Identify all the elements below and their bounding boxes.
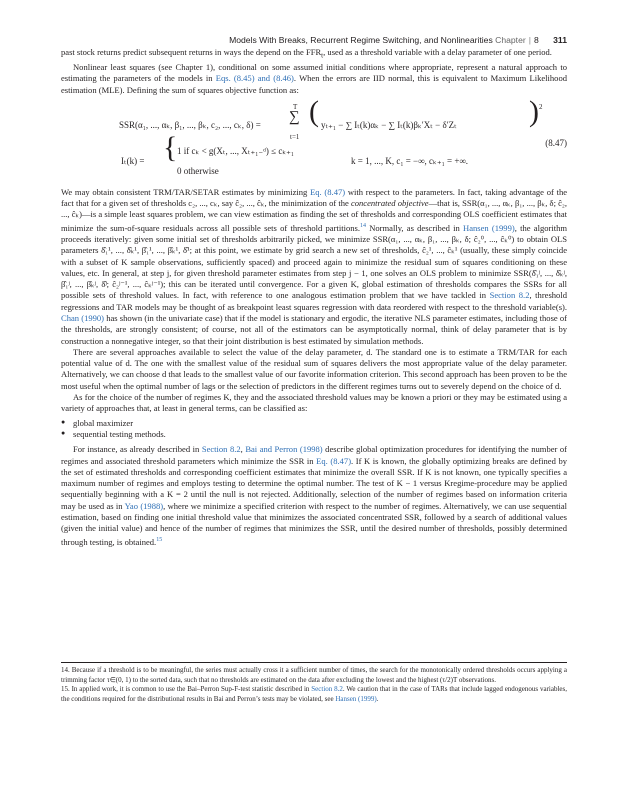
paragraph-6: For instance, as already described in Section 8.2, Bai and Perron (1998) describe global optimization procedures for identifying the number of regimes and associated threshold parameters which minimize the SSR in Eq. (8.47). If K is known, the globally optimizing breaks are defined by the set of estimated thresholds and corresponding coefficient estimates that minimize the overall SSR. If K is not known, one typically specifies a maximum number of regimes and employs testing to determine the optimal number. The test of K − 1 versus Kregime-procedure may be applied sequentially beginning with a K = 2 until the null is not rejected. Additionally, selection of the number of regimes based on information criteria may be used as in Yao (1988), where we minimize a specified criterion with respect to the number of regimes. Alternatively, we can use sequential estimation, based on finding one initial threshold value that minimizes the associated concentrated SSR, followed by a search of additional values (given the initial value) and hence of the number of regimes that minimizes the SSR, until the desired number of thresholds, possibly determined through testing, is obtained.$^{15}$ — [61, 444, 568, 547]
paragraph-4: There are several approaches available to select the value of the delay parameter, d. The standard one is to estimate a TRM/TAR for each potential value of d. The one with the smallest value of the residual sum of squares delivers the most appropriate value of the delay parameter. Alternatively, we can choose d that leads to the smallest value of our favorite information criterion. This second approach has been proven to be the most useful when the optimal number of lags or the selection of predictors in the different regimes turns out to severely depend on the choice of d. — [61, 346, 567, 391]
paragraph-3: We may obtain consistent TRM/TAR/SETAR estimates by minimizing Eq. (8.47) with respect to the parameters. In fact, taking advantage of the fact that for a given set of thresholds c₂, ..., cₖ, say ĉ₂, ..., ĉₖ, the minimization of the concentrated objective—that is, SSR(α₁, ..., αₖ, β₁, ..., βₖ, δ; ĉ₂, ..., ĉₖ)—is a simple least squares problem, we can view estimation as finding the set of thresholds and corresponding OLS coefficient estimates that minimize the sum-of-square residuals across all possible sets of threshold partitions.$^{14}$ Normally, as described in Hansen (1999), the algorithm proceeds iteratively: given some initial set of thresholds arbitrarily picked, we minimize SSR(α₁, ..., αₖ, β₁, ..., βₖ, δ; ĉ₂⁰, ..., ĉₖ⁰) to obtain OLS parameters δ̂₁¹, ..., δ̂ₖ¹, β̂₁¹, ..., β̂ₖ¹, δ̂¹; at this point, we estimate by grid search a new set of thresholds, ĉ₂¹, ..., ĉₖ¹ (usually, these simply coincide with a subset of K sample observations, sufficiently spaced) and proceed again to minimize the residual sum of squares conditioning on these values, etc. In general, at step j, for given threshold parameter estimates from step j − 1, one solves an OLS problem to minimize SSR(δ̂₁ʲ, ..., δ̂ₖʲ, β̂₁ʲ, ..., β̂ₖʲ, δ̂ʲ; ĉ₂ʲ⁻¹, ..., ĉₖʲ⁻¹); this can be iterated until convergence. For a given K, global estimation of thresholds compares the SSRs for all possible sets of threshold values. In fact, with reference to one analogous estimation problem that we have tackled in Section 8.2, threshold regressions and TAR models may be thought of as breakpoint least squares regression with data reordered with respect to the threshold variable(s). Chan (1990) has shown (in the univariate case) that if the model is stationary and ergodic, the iterative NLS parameter estimates, including those of the thresholds, are strongly consistent; of course, not all of the estimators can be asymptotically normal, think of delay parameter that is by construction a nonnegative integer, so that their joint distribution is best estimated by simulation methods. — [61, 186, 568, 346]
eq-body: yₜ₊₁ − ∑ Iₜ(k)αₖ − ∑ Iₜ(k)βₖ′Xₜ − δ′Zₜ — [321, 119, 457, 130]
footnote-15: 15. In applied work, it is common to use the Bai–Perron Sup-F-test statistic described in Section 8.2. We caution that in the case of TARs that include lagged endogenous variables, the conditions required for the distributional results in Bai and Perron’s tests may be violated, see Hansen (1999). — [61, 685, 568, 703]
equation-8-47 — [61, 94, 567, 184]
eq-case-2: 0 otherwise — [177, 165, 219, 176]
chapter-number: 8 — [533, 35, 539, 45]
footnote-ref-15[interactable]: 15 — [156, 536, 163, 543]
footnote-ref-14[interactable]: 14 — [359, 222, 366, 229]
list-item: ● global maximizer — [61, 418, 567, 429]
eq-link[interactable]: Eqs. (8.45) and (8.46) — [215, 73, 294, 84]
eq-link[interactable]: Eq. (8.47) — [310, 186, 346, 197]
citation-link[interactable]: Yao (1988) — [124, 500, 164, 511]
bullet-list — [61, 418, 567, 441]
eq-sum-outer-bot: t=1 — [290, 132, 300, 141]
section-link[interactable]: Section 8.2 — [489, 290, 530, 301]
chapter-label: Chapter — [495, 35, 526, 45]
paragraph-1: past stock returns predict subsequent returns in ways the depend on the $FFR_t$, used as a threshold variable with a delay parameter of one period. — [61, 47, 552, 60]
eq-sum-outer-top: T — [293, 102, 298, 111]
citation-link[interactable]: Bai and Perron (1998) — [245, 444, 323, 455]
sum-icon: ∑ — [289, 108, 300, 125]
running-header: Models With Breaks, Recurrent Regime Switching, and Nonlinearities Chapter | 8 311 — [229, 35, 567, 45]
footnote-14: 14. Because if a threshold is to be meaningful, the series must actually cross it a sufficient number of times, the search for the monotonically ordered thresholds occurs applying a trimming factor τ∈(0, 1) to the sorted data, such that no thresholds are estimated on the data after excluding the lowest and the highest (τ/2)T observations. — [61, 666, 567, 684]
section-link[interactable]: Section 8.2 — [201, 444, 241, 455]
footnote-divider — [61, 662, 567, 663]
body-text — [61, 47, 567, 548]
paragraph-2: Nonlinear least squares (see Chapter 1), conditional on some assumed initial conditions where appropriate, represent a natural approach to estimating the parameters of the models in Eqs. (8.45) and (8.46). When the errors are IID normal, this is equivalent to Maximum Likelihood estimation (MLE). Defining the sum of squares objective function as: — [61, 62, 567, 95]
paren-left-icon: ( — [309, 94, 319, 128]
eq-indicator-lhs: Iₜ(k) = — [121, 155, 145, 166]
citation-link[interactable]: Hansen (1999) — [463, 222, 515, 233]
eq-lhs: SSR(α₁, ..., αₖ, β₁, ..., βₖ, c₂, ..., cₖ, δ) = — [119, 119, 261, 130]
running-title: Models With Breaks, Recurrent Regime Switching, and Nonlinearities — [229, 35, 493, 45]
eq-power: 2 — [539, 102, 543, 111]
citation-link[interactable]: Chan (1990) — [61, 313, 105, 323]
page-number: 311 — [553, 35, 567, 45]
eq-case-1: 1 if cₖ < g(Xₜ, ..., Xₜ₊₁₋ᵈ) ≤ cₖ₊₁ — [177, 145, 295, 156]
list-item: ● sequential testing methods. — [61, 429, 567, 440]
equation-number: (8.47) — [545, 137, 567, 148]
paragraph-5: As for the choice of the number of regimes K, they and the associated threshold values may be known a priori or they may be estimated using a variety of approaches that, at least in general terms, can be classified as: — [61, 392, 567, 414]
eq-link[interactable]: Eq. (8.47) — [316, 455, 352, 466]
section-link[interactable]: Section 8.2 — [311, 685, 343, 694]
citation-link[interactable]: Hansen (1999) — [335, 694, 377, 703]
footnotes — [61, 666, 567, 704]
brace-icon: { — [163, 130, 178, 164]
paren-right-icon: ) — [529, 94, 539, 128]
eq-range: k = 1, ..., K, c₁ = −∞, cₖ₊₁ = +∞. — [351, 155, 469, 166]
